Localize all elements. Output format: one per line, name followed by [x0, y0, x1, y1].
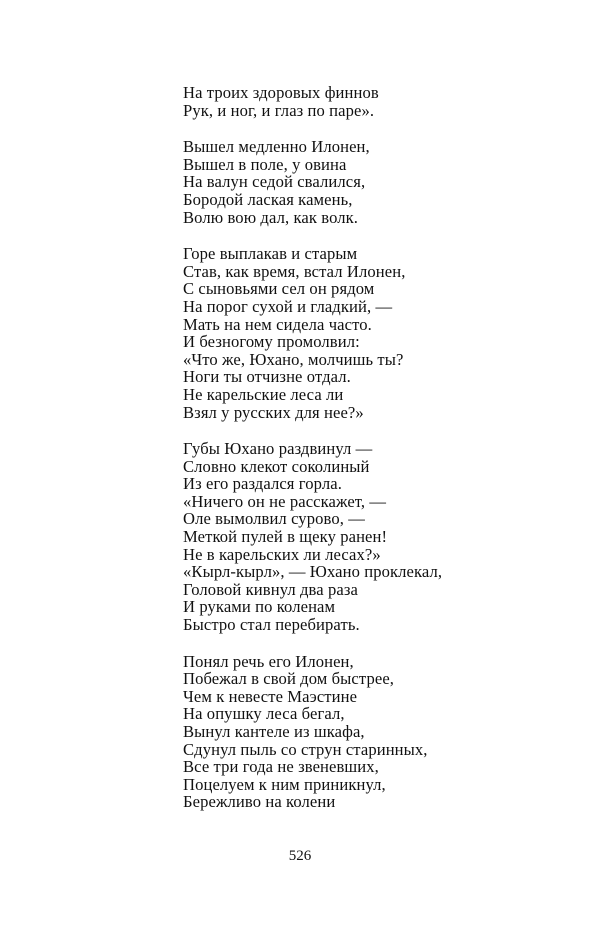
stanza-5 [183, 653, 583, 811]
poem-line: Головой кивнул два раза [183, 579, 358, 599]
poem-line: «Кырл-кырл», — Юхано проклекал, [183, 562, 443, 582]
poem-line: Не в карельских ли лесах?» [183, 544, 381, 564]
poem-line: На опушку леса бегал, [183, 704, 345, 724]
stanza-1 [183, 84, 583, 119]
stanza-3 [183, 245, 583, 421]
poem-line: Побежал в свой дом быстрее, [183, 669, 395, 689]
poem-line: И руками по коленам [183, 597, 336, 617]
poem-line: Губы Юхано раздвинул — [183, 439, 373, 459]
poem-line: Понял речь его Илонен, [183, 651, 354, 671]
poem-line: Горе выплакав и старым [183, 244, 358, 264]
poem-line: Вышел медленно Илонен, [183, 137, 370, 157]
poem-line: Ноги ты отчизне отдал. [183, 367, 351, 387]
poem-line: На валун седой свалился, [183, 172, 366, 192]
poem-line: На троих здоровых финнов [183, 83, 379, 102]
poem-line: Словно клекот соколиный [183, 456, 370, 476]
poem-line: «Что же, Юхано, молчишь ты? [183, 349, 404, 369]
poem-body [183, 84, 583, 830]
poem-line: Рук, и ног, и глаз по паре». [183, 100, 375, 120]
poem-line: Волю вою дал, как волк. [183, 207, 359, 227]
poem-line: Из его раздался горла. [183, 474, 342, 494]
poem-line: Меткой пулей в щеку ранен! [183, 527, 388, 547]
poem-line: Поцелуем к ним приникнул, [183, 774, 386, 794]
poem-line: Оле вымолвил сурово, — [183, 509, 365, 529]
poem-line: И безногому промолвил: [183, 332, 360, 352]
stanza-4 [183, 440, 583, 634]
poem-line: Вышел в поле, у овина [183, 154, 347, 174]
poem-line: Вынул кантеле из шкафа, [183, 722, 365, 741]
poem-line: Бородой лаская камень, [183, 189, 353, 209]
poem-line: Став, как время, встал Илонен, [183, 261, 406, 281]
poem-line: Чем к невесте Маэстине [183, 686, 358, 706]
poem-line: «Ничего он не расскажет, — [183, 491, 387, 511]
poem-line: С сыновьями сел он рядом [183, 279, 375, 299]
poem-line: Быстро стал перебирать. [183, 615, 360, 635]
poem-line: На порог сухой и гладкий, — [183, 296, 393, 316]
poem-line: Взял у русских для нее?» [183, 402, 364, 422]
poem-line: Не карельские леса ли [183, 384, 344, 404]
poem-line: Сдунул пыль со струн старинных, [183, 739, 428, 759]
page-number: 526 [288, 848, 312, 864]
poem-line: Все три года не звеневших, [183, 757, 379, 777]
poem-line: Мать на нем сидела часто. [183, 314, 372, 334]
stanza-2 [183, 138, 583, 226]
poem-line: Бережливо на колени [183, 792, 336, 812]
